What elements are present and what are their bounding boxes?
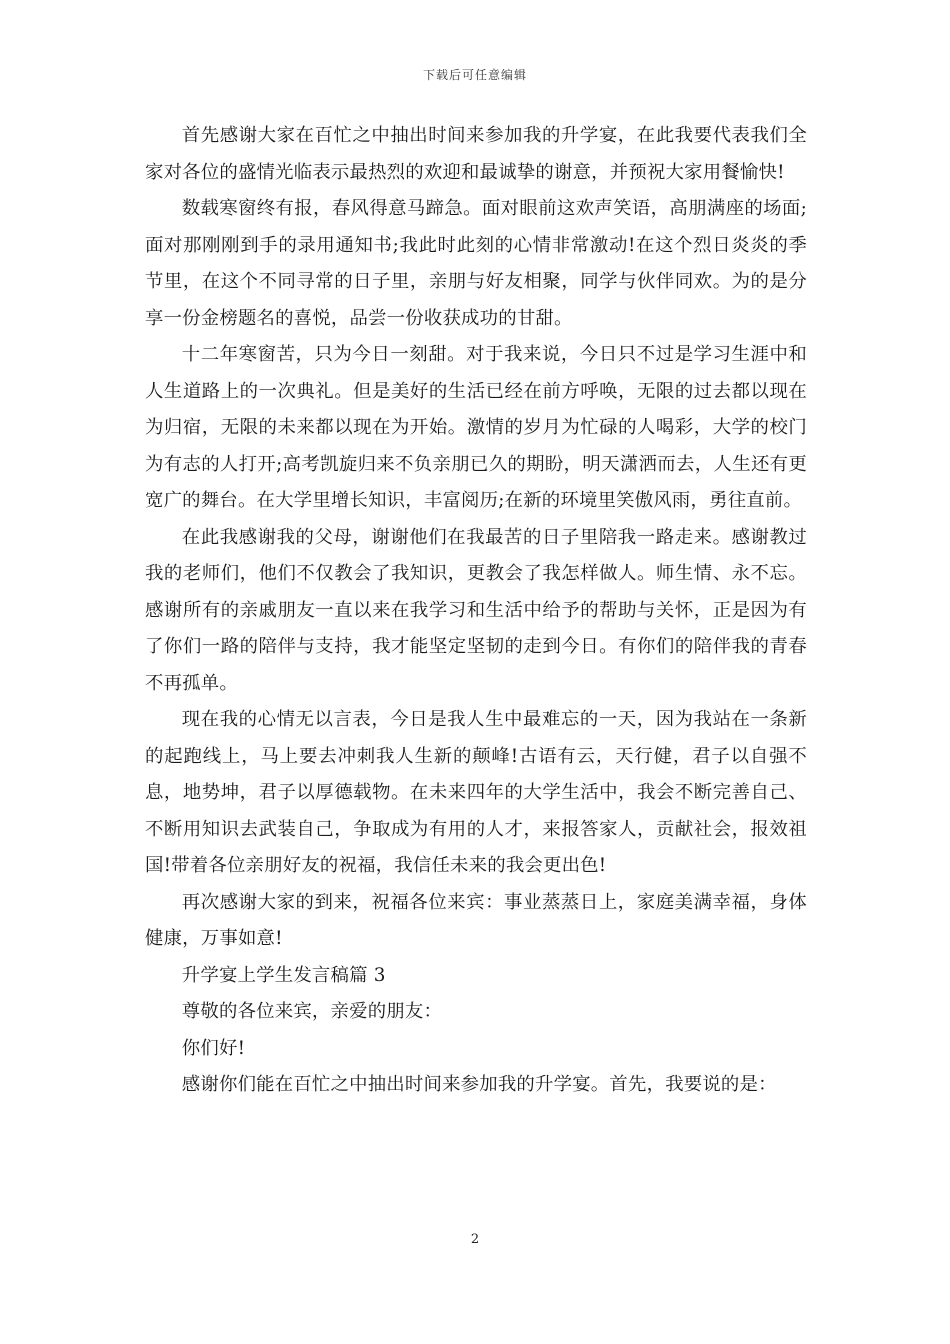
paragraph-5: 现在我的心情无以言表，今日是我人生中最难忘的一天，因为我站在一条新的起跑线上，马上要去冲刺我人生新的颠峰!古语有云，天行健，君子以自强不息，地势坤，君子以厚德载物。在未来四年的大学生活中，我会不断完善自己、不断用知识去武装自己，争取成为有用的人才，来报答家人，贡献社会，报效祖国!带着各位亲朋好友的祝福，我信任未来的我会更出色! — [145, 709, 807, 876]
paragraph-3: 十二年寒窗苦，只为今日一刻甜。对于我来说，今日只不过是学习生涯中和人生道路上的一次典礼。但是美好的生活已经在前方呼唤，无限的过去都以现在为归宿，无限的未来都以现在为开始。激情的岁月为忙碌的人喝彩，大学的校门为有志的人打开;高考凯旋归来不负亲朋已久的期盼，明天潇洒而去，人生还有更宽广的舞台。在大学里增长知识，丰富阅历;在新的环境里笑傲风雨，勇往直前。 — [145, 344, 807, 511]
paragraph-2: 数载寒窗终有报，春风得意马蹄急。面对眼前这欢声笑语，高朋满座的场面;面对那刚刚到手的录用通知书;我此时此刻的心情非常激动!在这个烈日炎炎的季节里，在这个不同寻常的日子里，亲朋与好友相聚，同学与伙伴同欢。为的是分享一份金榜题名的喜悦，品尝一份收获成功的甘甜。 — [145, 198, 807, 329]
paragraph-6: 再次感谢大家的到来，祝福各位来宾：事业蒸蒸日上，家庭美满幸福，身体健康，万事如意! — [145, 891, 807, 949]
page-number: 2 — [470, 1232, 480, 1247]
section-heading: 升学宴上学生发言稿篇 3 — [181, 964, 386, 986]
document-body — [145, 118, 807, 1104]
paragraph-4: 在此我感谢我的父母，谢谢他们在我最苦的日子里陪我一路走来。感谢教过我的老师们，他们不仅教会了我知识，更教会了我怎样做人。师生情、永不忘。感谢所有的亲戚朋友一直以来在我学习和生活中给予的帮助与关怀，正是因为有了你们一路的陪伴与支持，我才能坚定坚韧的走到今日。有你们的陪伴我的青春不再孤单。 — [145, 526, 807, 694]
paragraph-opening: 感谢你们能在百忙之中抽出时间来参加我的升学宴。首先，我要说的是： — [181, 1074, 777, 1095]
greeting: 你们好! — [181, 1037, 246, 1059]
salutation: 尊敬的各位来宾，亲爱的朋友： — [181, 1001, 443, 1022]
paragraph-1: 首先感谢大家在百忙之中抽出时间来参加我的升学宴，在此我要代表我们全家对各位的盛情光临表示最热烈的欢迎和最诚挚的谢意，并预祝大家用餐愉快! — [145, 125, 807, 183]
page-header: 下载后可任意编辑 — [422, 68, 527, 82]
